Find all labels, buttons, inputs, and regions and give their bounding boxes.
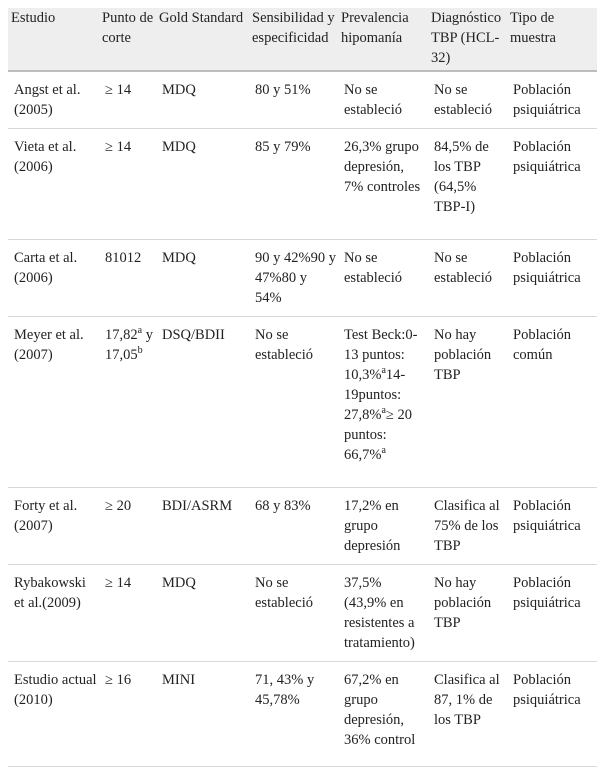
cell-gold-standard: MDQ — [156, 240, 249, 317]
cell-punto-corte: ≥ 20 — [99, 488, 156, 565]
prevalencia-part-2: 14-19puntos: 27,8% — [344, 367, 406, 423]
cell-diagnostico: No se estableció — [428, 71, 507, 129]
cell-punto-corte: ≥ 16 — [99, 662, 156, 767]
cell-gold-standard: MDQ — [156, 565, 249, 662]
cell-diagnostico: No hay población TBP — [428, 565, 507, 662]
table-row — [8, 317, 597, 488]
cell-punto-corte: ≥ 14 — [99, 71, 156, 129]
cell-tipo-muestra: Población psiquiátrica — [507, 71, 597, 129]
cell-estudio: Meyer et al. (2007) — [8, 317, 99, 488]
cell-tipo-muestra: Población psiquiátrica — [507, 662, 597, 767]
cell-prevalencia: 17,2% en grupo depresión — [338, 488, 428, 565]
table-header — [8, 8, 597, 71]
studies-table — [8, 8, 597, 767]
footnote-a: a — [381, 365, 386, 377]
cell-prevalencia: No se estableció — [338, 71, 428, 129]
cell-gold-standard: DSQ/BDII — [156, 317, 249, 488]
cell-gold-standard: BDI/ASRM — [156, 488, 249, 565]
cell-punto-corte — [99, 317, 156, 488]
prevalencia-part-3: ≥ 20 puntos: 66,7% — [344, 407, 413, 463]
header-gold-standard: Gold Standard — [156, 8, 249, 71]
cell-gold-standard: MINI — [156, 662, 249, 767]
cell-punto-corte: 81012 — [99, 240, 156, 317]
table-row — [8, 565, 597, 662]
cell-estudio: Angst et al. (2005) — [8, 71, 99, 129]
cell-prevalencia — [338, 317, 428, 488]
cell-sensibilidad: 68 y 83% — [249, 488, 338, 565]
cell-punto-corte: ≥ 14 — [99, 565, 156, 662]
cell-estudio: Carta et al. (2006) — [8, 240, 99, 317]
header-diagnostico: Diagnóstico TBP (HCL-32) — [428, 8, 507, 71]
footnote-a: a — [381, 445, 386, 457]
cell-sensibilidad: 90 y 42%90 y 47%80 y 54% — [249, 240, 338, 317]
cell-diagnostico: No se estableció — [428, 240, 507, 317]
table-row — [8, 71, 597, 129]
footnote-b: b — [137, 345, 143, 357]
cell-prevalencia: 26,3% grupo depresión, 7% controles — [338, 129, 428, 240]
cell-tipo-muestra: Población psiquiátrica — [507, 565, 597, 662]
cell-tipo-muestra: Población común — [507, 317, 597, 488]
punto-corte-a: 17,82 — [105, 327, 138, 343]
cell-diagnostico: Clasifica al 87, 1% de los TBP — [428, 662, 507, 767]
cell-sensibilidad: 80 y 51% — [249, 71, 338, 129]
table-row — [8, 240, 597, 317]
cell-prevalencia: 37,5% (43,9% en resistentes a tratamiento) — [338, 565, 428, 662]
header-estudio: Estudio — [8, 8, 99, 71]
cell-estudio: Forty et al. (2007) — [8, 488, 99, 565]
cell-sensibilidad: No se estableció — [249, 565, 338, 662]
table-row — [8, 129, 597, 240]
cell-estudio: Rybakowski et al.(2009) — [8, 565, 99, 662]
prevalencia-part-1: Test Beck:0-13 puntos: 10,3% — [344, 327, 418, 383]
header-row — [8, 8, 597, 71]
cell-sensibilidad: 71, 43% y 45,78% — [249, 662, 338, 767]
table-row — [8, 488, 597, 565]
cell-sensibilidad: 85 y 79% — [249, 129, 338, 240]
cell-diagnostico: No hay población TBP — [428, 317, 507, 488]
cell-tipo-muestra: Población psiquiátrica — [507, 129, 597, 240]
cell-gold-standard: MDQ — [156, 129, 249, 240]
table-row — [8, 662, 597, 767]
header-punto-corte: Punto de corte — [99, 8, 156, 71]
footnote-a: a — [381, 405, 386, 417]
header-sensibilidad: Sensibilidad y especificidad — [249, 8, 338, 71]
punto-corte-b: 17,05 — [105, 347, 138, 363]
cell-diagnostico: Clasifica al 75% de los TBP — [428, 488, 507, 565]
cell-estudio: Estudio actual (2010) — [8, 662, 99, 767]
footnote-a: a — [137, 325, 143, 337]
cell-prevalencia: No se estableció — [338, 240, 428, 317]
cell-punto-corte: ≥ 14 — [99, 129, 156, 240]
cell-gold-standard: MDQ — [156, 71, 249, 129]
cell-prevalencia: 67,2% en grupo depresión, 36% control — [338, 662, 428, 767]
cell-sensibilidad: No se estableció — [249, 317, 338, 488]
header-prevalencia: Prevalencia hipomanía — [338, 8, 428, 71]
cell-diagnostico: 84,5% de los TBP (64,5% TBP-I) — [428, 129, 507, 240]
table-body — [8, 71, 597, 767]
cell-estudio: Vieta et al. (2006) — [8, 129, 99, 240]
cell-tipo-muestra: Población psiquiátrica — [507, 488, 597, 565]
punto-corte-y: y — [145, 327, 153, 343]
cell-tipo-muestra: Población psiquiátrica — [507, 240, 597, 317]
header-tipo-muestra: Tipo de muestra — [507, 8, 597, 71]
